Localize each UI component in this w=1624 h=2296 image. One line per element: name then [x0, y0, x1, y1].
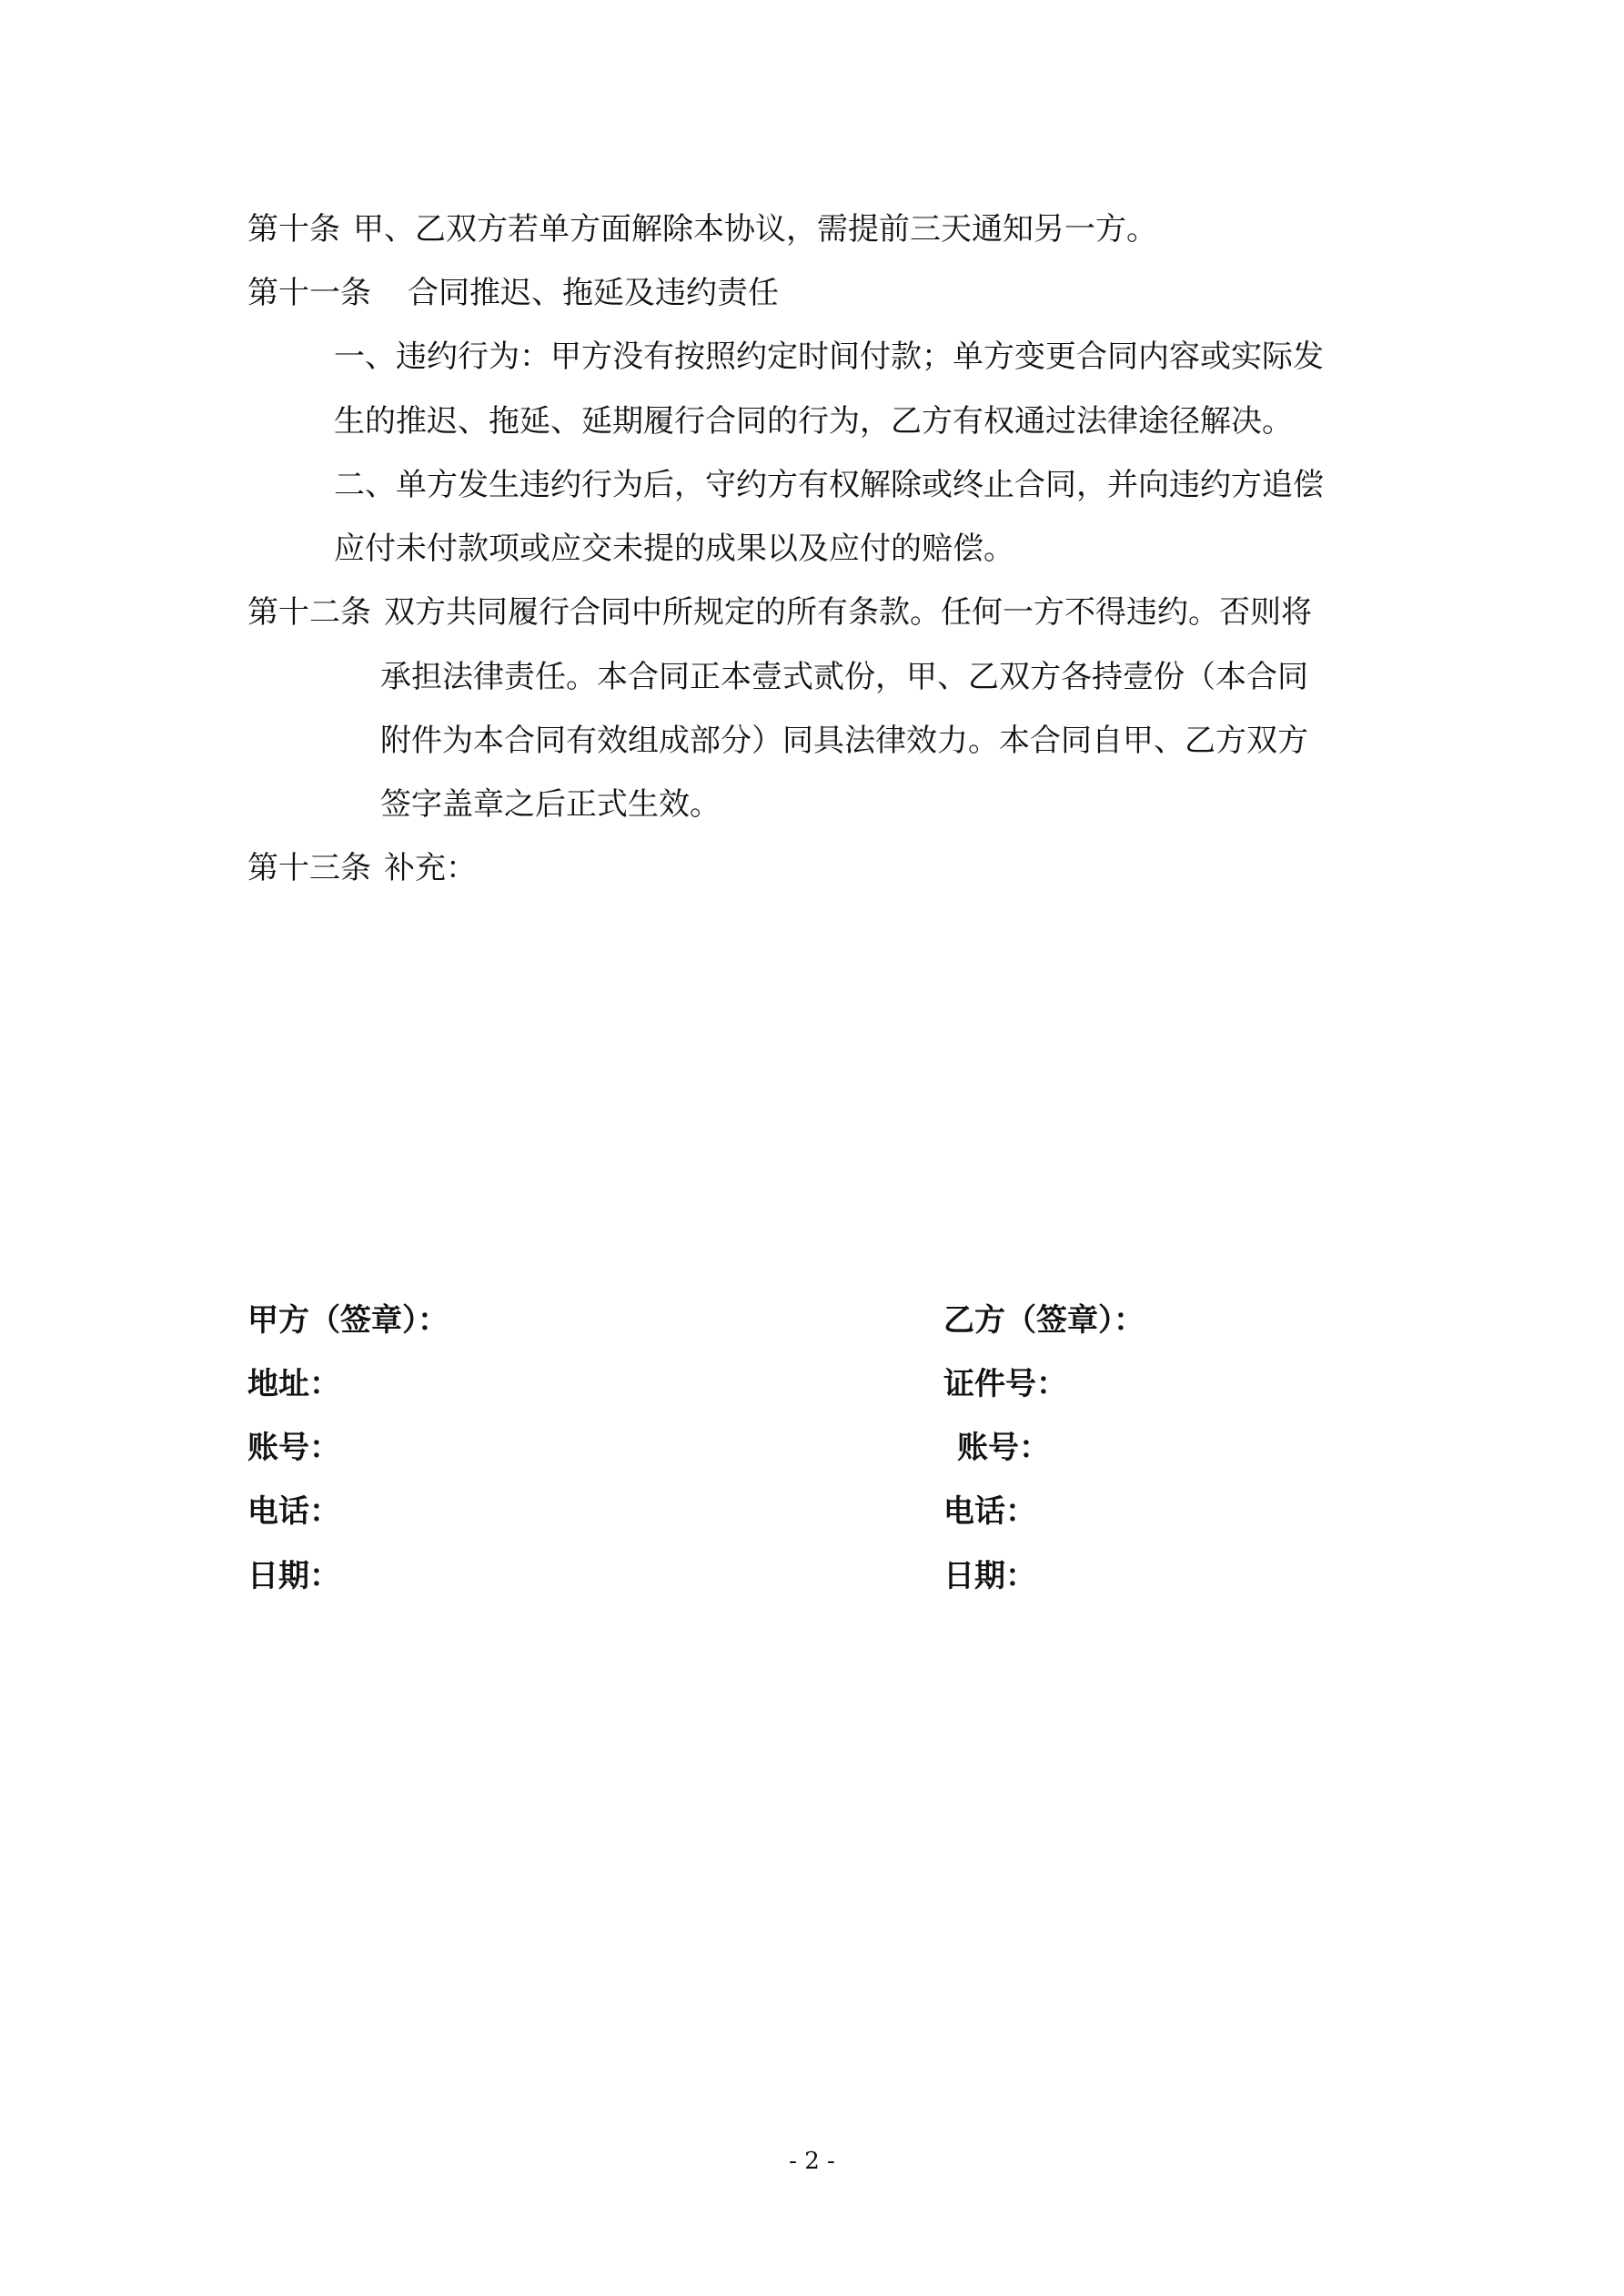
party-b-phone-label: 电话：	[943, 1493, 1036, 1530]
party-b-account-label: 账号：	[957, 1430, 1050, 1466]
clause-13	[247, 850, 477, 886]
clause-10-label: 第十条	[247, 211, 340, 248]
clause-11-title: 合同推迟、拖延及违约责任	[408, 275, 779, 311]
clause-11-item-2-line-2: 应付未付款项或应交未提的成果以及应付的赔偿。	[334, 531, 1014, 567]
party-b-date-label: 日期：	[943, 1558, 1036, 1594]
clause-12-line-1	[247, 594, 1312, 631]
clause-10-text: 甲、乙双方若单方面解除本协议，需提前三天通知另一方。	[353, 211, 1157, 248]
clause-11-label: 第十一条	[247, 275, 371, 311]
clause-12-line-2: 承担法律责任。本合同正本壹式贰份，甲、乙双方各持壹份（本合同	[380, 659, 1308, 695]
party-a-seal-label: 甲方（签章）：	[247, 1302, 449, 1339]
clause-12-line-4: 签字盖章之后正式生效。	[380, 786, 721, 823]
page-number: - 2 -	[789, 2148, 835, 2175]
party-b-seal-label: 乙方（签章）：	[943, 1302, 1145, 1339]
party-b-id-label: 证件号：	[943, 1366, 1067, 1402]
clause-11-heading	[247, 275, 779, 311]
party-a-account-label: 账号：	[247, 1430, 340, 1466]
clause-12-line-3: 附件为本合同有效组成部分）同具法律效力。本合同自甲、乙方双方	[380, 723, 1308, 759]
clause-11-item-2-line-1: 二、单方发生违约行为后，守约方有权解除或终止合同，并向违约方追偿	[334, 467, 1324, 503]
party-a-phone-label: 电话：	[247, 1493, 340, 1530]
clause-12-text-1: 双方共同履行合同中所规定的所有条款。任何一方不得违约。否则将	[384, 594, 1312, 631]
clause-11-item-1-line-2: 生的推迟、拖延、延期履行合同的行为，乙方有权通过法律途径解决。	[334, 403, 1293, 440]
clause-10	[247, 211, 1157, 248]
clause-11-item-1-line-1: 一、违约行为：甲方没有按照约定时间付款；单方变更合同内容或实际发	[334, 339, 1324, 375]
clause-12-label: 第十二条	[247, 594, 371, 631]
party-a-address-label: 地址：	[247, 1366, 340, 1402]
clause-13-label: 第十三条	[247, 850, 371, 886]
clause-13-text: 补充：	[384, 850, 477, 886]
party-a-date-label: 日期：	[247, 1558, 340, 1594]
